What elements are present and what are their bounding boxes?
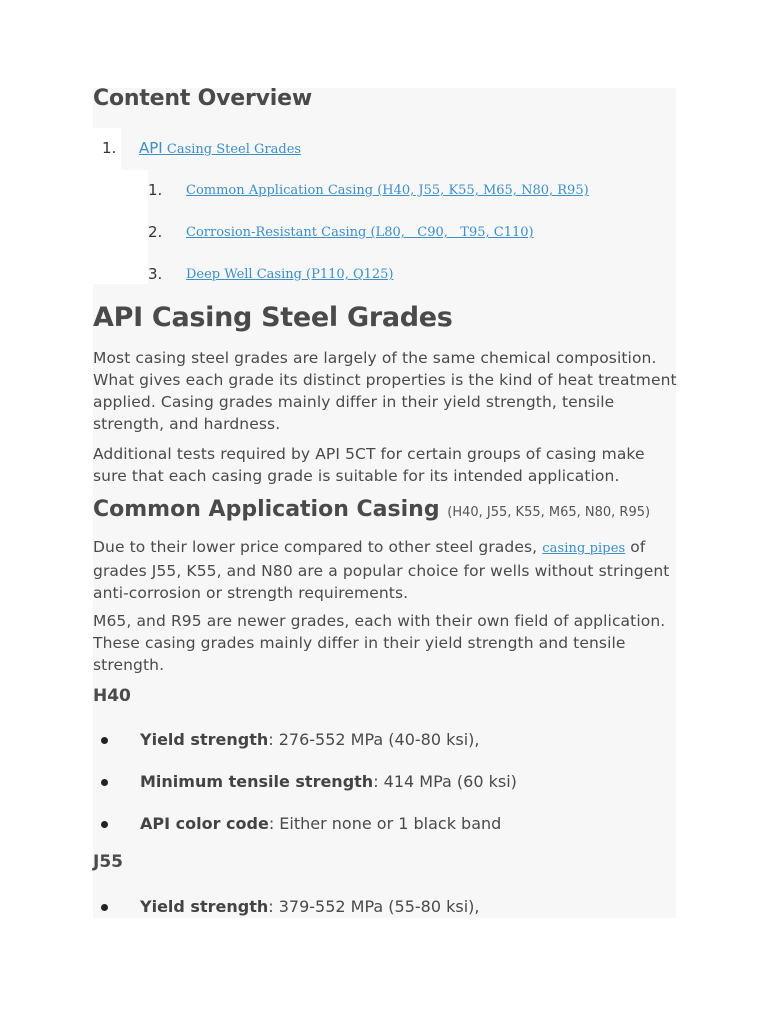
bullet-label: API color code bbox=[140, 814, 269, 833]
bullet-label: Yield strength bbox=[140, 730, 269, 749]
bullet-value: : 414 MPa (60 ksi) bbox=[373, 772, 517, 791]
common-application-heading bbox=[93, 497, 650, 522]
toc-link-rest: Casing Steel Grades bbox=[162, 142, 302, 157]
toc-number: 1. bbox=[148, 181, 163, 199]
toc-number: 2. bbox=[148, 223, 163, 241]
common-paragraph-1 bbox=[93, 536, 679, 604]
bullet-value: : 276-552 MPa (40-80 ksi), bbox=[268, 730, 480, 749]
common-application-grades: (H40, J55, K55, M65, N80, R95) bbox=[447, 505, 651, 520]
h40-yield-strength bbox=[140, 730, 479, 749]
h40-minimum-tensile-strength bbox=[140, 772, 517, 791]
toc-number: 1. bbox=[102, 139, 117, 157]
grade-heading-h40: H40 bbox=[93, 686, 131, 706]
bullet-dot bbox=[101, 737, 108, 744]
bullet-label: Yield strength bbox=[140, 897, 269, 916]
j55-yield-strength bbox=[140, 897, 479, 916]
common-paragraph-2: M65, and R95 are newer grades, each with their own field of application. These casing grades mainly differ in their yield strength and tensile strength. bbox=[93, 612, 666, 674]
bullet-dot bbox=[101, 821, 108, 828]
bullet-dot bbox=[101, 904, 108, 911]
common-paragraph-1-start: Due to their lower price compared to other steel grades, bbox=[93, 538, 543, 556]
toc-link-api-casing-steel-grades[interactable] bbox=[139, 139, 301, 157]
grade-heading-j55: J55 bbox=[93, 852, 123, 872]
bullet-dot bbox=[101, 779, 108, 786]
bullet-value: : 379-552 MPa (55-80 ksi), bbox=[268, 897, 480, 916]
toc-link-deep-well-casing[interactable]: Deep Well Casing (P110, Q125) bbox=[186, 267, 394, 282]
bullet-label: Minimum tensile strength bbox=[140, 772, 374, 791]
h40-api-color-code bbox=[140, 814, 501, 833]
toc-number: 3. bbox=[148, 265, 163, 283]
toc-link-corrosion-resistant-casing[interactable]: Corrosion-Resistant Casing (L80, C90, T95, C110) bbox=[186, 225, 534, 240]
content-overview-heading: Content Overview bbox=[93, 86, 312, 111]
common-paragraph-1-end: of grades J55, K55, and N80 are a popular choice for wells without stringent anti-corrosion or strength requirements. bbox=[93, 538, 670, 602]
section-paragraph-1: Most casing steel grades are largely of the same chemical composition. What gives each grade its distinct properties is the kind of heat treatment applied. Casing grades mainly differ in their yield strength, tensile strength, and hardness. bbox=[93, 349, 677, 433]
section-title: API Casing Steel Grades bbox=[93, 302, 453, 333]
toc-link-prefix: API bbox=[139, 139, 163, 157]
casing-pipes-link[interactable]: casing pipes bbox=[542, 541, 626, 556]
bullet-value: : Either none or 1 black band bbox=[268, 814, 502, 833]
toc-link-common-application-casing[interactable]: Common Application Casing (H40, J55, K55, M65, N80, R95) bbox=[186, 183, 589, 198]
common-application-title: Common Application Casing bbox=[93, 497, 440, 522]
section-paragraph-2: Additional tests required by API 5CT for certain groups of casing make sure that each casing grade is suitable for its intended application. bbox=[93, 445, 645, 485]
